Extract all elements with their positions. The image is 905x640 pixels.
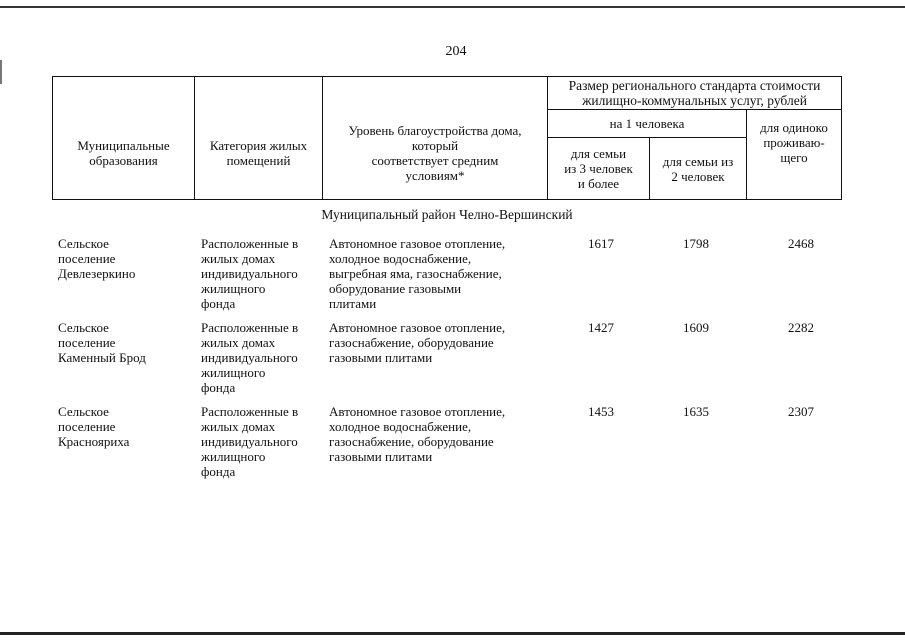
cell-level: Автономное газовое отопление, газоснабжение, оборудование газовыми плитами [329,320,506,365]
header-standard: Размер регионального стандарта стоимости жилищно-коммунальных услуг, рублей [568,78,821,108]
cell-family3: 1427 [588,320,614,335]
page-number: 204 [445,44,467,59]
header-category: Категория жилых помещений [209,138,308,168]
scan-left-mark [0,60,2,84]
cell-family2: 1609 [683,320,709,335]
cell-family3: 1453 [588,404,614,419]
cell-municipality: Сельское поселение Краснояриха [58,404,130,449]
cell-family2: 1798 [683,236,709,251]
scan-top-edge [0,6,905,8]
cell-municipality: Сельское поселение Девлезеркино [58,236,136,281]
scan-bottom-edge [0,632,905,635]
cell-category: Расположенные в жилых домах индивидуального жилищного фонда [201,320,299,395]
cell-family2: 1635 [683,404,709,419]
cell-single: 2282 [788,320,814,335]
cell-category: Расположенные в жилых домах индивидуального жилищного фонда [201,404,299,479]
cell-single: 2307 [788,404,814,419]
header-family2: для семьи из 2 человек [662,153,734,184]
header-family3: для семьи из 3 человек и более [564,146,633,191]
section-title: Муниципальный район Челно-Вершинский [321,207,573,222]
header-per-person: на 1 человека [609,116,685,131]
cell-family3: 1617 [588,236,614,251]
cell-level: Автономное газовое отопление, холодное водоснабжение, выгребная яма, газоснабжение, оборудование газовыми плитами [329,236,506,311]
header-single: для одиноко проживаю- щего [760,120,828,165]
cell-level: Автономное газовое отопление, холодное водоснабжение, газоснабжение, оборудование газовыми плитами [329,404,506,464]
table-header [52,76,842,200]
cell-single: 2468 [788,236,814,251]
cell-municipality: Сельское поселение Каменный Брод [58,320,146,365]
header-municipality: Муниципальные образования [77,138,170,168]
cell-category: Расположенные в жилых домах индивидуального жилищного фонда [201,236,299,311]
header-level: Уровень благоустройства дома, который соответствует средним условиям* [348,123,522,183]
